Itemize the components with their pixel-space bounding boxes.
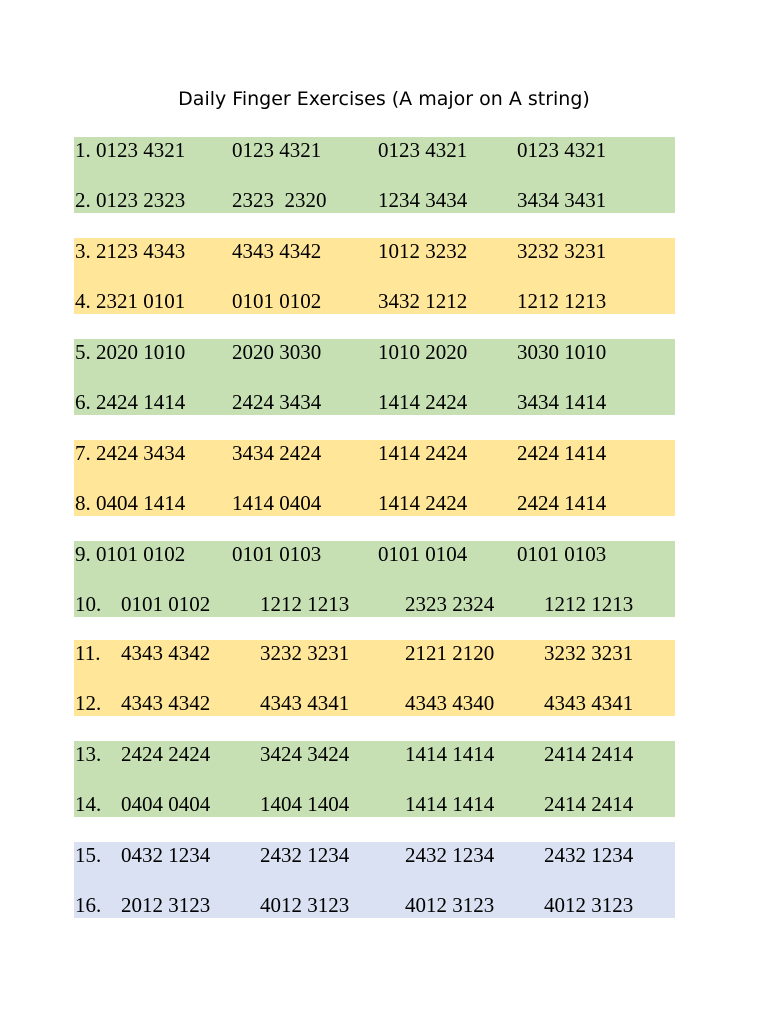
exercise-row bbox=[74, 288, 675, 326]
exercise-pattern: 1212 1213 bbox=[260, 592, 350, 616]
exercise-number: 16. bbox=[75, 893, 102, 917]
exercise-pattern: 2424 3434 bbox=[232, 390, 322, 414]
exercise-pattern: 1414 2424 bbox=[378, 390, 468, 414]
exercise-pattern: 0404 0404 bbox=[121, 792, 211, 816]
exercise-number: 2. bbox=[75, 188, 91, 212]
exercise-number: 3. bbox=[75, 239, 91, 263]
exercise-pattern: 4343 4342 bbox=[232, 239, 322, 263]
exercise-number: 6. bbox=[75, 390, 91, 414]
exercise-group bbox=[74, 842, 675, 918]
exercise-pattern: 2020 3030 bbox=[232, 340, 322, 364]
exercise-group bbox=[74, 238, 675, 314]
exercise-number: 12. bbox=[75, 691, 102, 715]
exercise-pattern: 0123 2323 bbox=[96, 188, 186, 212]
exercise-row bbox=[74, 339, 675, 377]
exercise-row bbox=[74, 541, 675, 579]
exercise-pattern: 4012 3123 bbox=[544, 893, 634, 917]
exercise-pattern: 4343 4340 bbox=[405, 691, 495, 715]
exercise-group bbox=[74, 640, 675, 716]
exercise-pattern: 2121 2120 bbox=[405, 641, 495, 665]
exercise-row bbox=[74, 187, 675, 225]
exercise-row bbox=[74, 892, 675, 930]
exercise-pattern: 0101 0102 bbox=[96, 542, 186, 566]
exercise-pattern: 1414 2424 bbox=[378, 441, 468, 465]
exercise-group bbox=[74, 339, 675, 415]
exercise-pattern: 2424 3434 bbox=[96, 441, 186, 465]
exercise-pattern: 0123 4321 bbox=[232, 138, 322, 162]
exercise-pattern: 4343 4341 bbox=[544, 691, 634, 715]
exercise-pattern: 3434 1414 bbox=[517, 390, 607, 414]
exercise-number: 14. bbox=[75, 792, 102, 816]
exercise-pattern: 0101 0102 bbox=[232, 289, 322, 313]
exercise-number: 11. bbox=[75, 641, 101, 665]
exercise-pattern: 0404 1414 bbox=[96, 491, 186, 515]
exercise-pattern: 1414 1414 bbox=[405, 742, 495, 766]
exercise-pattern: 3232 3231 bbox=[260, 641, 350, 665]
exercise-pattern: 1404 1404 bbox=[260, 792, 350, 816]
exercise-pattern: 2323 2324 bbox=[405, 592, 495, 616]
exercise-number: 15. bbox=[75, 843, 102, 867]
exercise-pattern: 2323 2320 bbox=[232, 188, 327, 212]
exercise-number: 1. bbox=[75, 138, 91, 162]
exercise-pattern: 0101 0103 bbox=[232, 542, 322, 566]
exercise-row bbox=[74, 591, 675, 629]
exercise-group bbox=[74, 440, 675, 516]
exercise-pattern: 0123 4321 bbox=[96, 138, 186, 162]
exercise-pattern: 2424 1414 bbox=[96, 390, 186, 414]
exercise-pattern: 1414 0404 bbox=[232, 491, 322, 515]
exercise-number: 7. bbox=[75, 441, 91, 465]
exercise-row bbox=[74, 137, 675, 175]
exercise-row bbox=[74, 238, 675, 276]
exercise-pattern: 2123 4343 bbox=[96, 239, 186, 263]
exercise-pattern: 0123 4321 bbox=[517, 138, 607, 162]
exercise-pattern: 0101 0104 bbox=[378, 542, 468, 566]
exercise-number: 9. bbox=[75, 542, 91, 566]
exercise-number: 8. bbox=[75, 491, 91, 515]
exercise-group bbox=[74, 541, 675, 617]
exercise-pattern: 2432 1234 bbox=[544, 843, 634, 867]
exercise-pattern: 1012 3232 bbox=[378, 239, 468, 263]
exercise-pattern: 2424 1414 bbox=[517, 441, 607, 465]
exercise-pattern: 1010 2020 bbox=[378, 340, 468, 364]
exercise-pattern: 2321 0101 bbox=[96, 289, 186, 313]
exercise-pattern: 2020 1010 bbox=[96, 340, 186, 364]
exercise-pattern: 2432 1234 bbox=[405, 843, 495, 867]
exercise-group bbox=[74, 741, 675, 817]
exercise-pattern: 2414 2414 bbox=[544, 792, 634, 816]
exercise-row bbox=[74, 490, 675, 528]
exercise-number: 13. bbox=[75, 742, 102, 766]
exercise-pattern: 4343 4342 bbox=[121, 641, 211, 665]
exercise-row bbox=[74, 640, 675, 678]
exercise-pattern: 2424 2424 bbox=[121, 742, 211, 766]
exercise-pattern: 1234 3434 bbox=[378, 188, 468, 212]
exercise-pattern: 3030 1010 bbox=[517, 340, 607, 364]
exercise-row bbox=[74, 440, 675, 478]
exercise-pattern: 3232 3231 bbox=[517, 239, 607, 263]
exercise-group bbox=[74, 137, 675, 213]
exercise-pattern: 4343 4341 bbox=[260, 691, 350, 715]
exercise-pattern: 1414 2424 bbox=[378, 491, 468, 515]
page-title: Daily Finger Exercises (A major on A string) bbox=[178, 88, 590, 110]
exercise-pattern: 2432 1234 bbox=[260, 843, 350, 867]
exercise-row bbox=[74, 842, 675, 880]
exercise-pattern: 0101 0103 bbox=[517, 542, 607, 566]
exercise-pattern: 1414 1414 bbox=[405, 792, 495, 816]
exercise-pattern: 2012 3123 bbox=[121, 893, 211, 917]
exercise-pattern: 3424 3424 bbox=[260, 742, 350, 766]
exercise-pattern: 1212 1213 bbox=[544, 592, 634, 616]
exercise-pattern: 1212 1213 bbox=[517, 289, 607, 313]
exercise-pattern: 3432 1212 bbox=[378, 289, 468, 313]
exercise-pattern: 4012 3123 bbox=[260, 893, 350, 917]
exercise-number: 5. bbox=[75, 340, 91, 364]
exercise-pattern: 4012 3123 bbox=[405, 893, 495, 917]
exercise-pattern: 4343 4342 bbox=[121, 691, 211, 715]
exercise-pattern: 3434 3431 bbox=[517, 188, 607, 212]
exercise-row bbox=[74, 791, 675, 829]
exercise-pattern: 0101 0102 bbox=[121, 592, 211, 616]
exercise-number: 4. bbox=[75, 289, 91, 313]
exercise-pattern: 2414 2414 bbox=[544, 742, 634, 766]
exercise-pattern: 0123 4321 bbox=[378, 138, 468, 162]
exercise-pattern: 0432 1234 bbox=[121, 843, 211, 867]
exercise-number: 10. bbox=[75, 592, 102, 616]
exercise-pattern: 3232 3231 bbox=[544, 641, 634, 665]
exercise-row bbox=[74, 741, 675, 779]
exercise-row bbox=[74, 389, 675, 427]
exercise-pattern: 2424 1414 bbox=[517, 491, 607, 515]
exercise-row bbox=[74, 690, 675, 728]
exercise-pattern: 3434 2424 bbox=[232, 441, 322, 465]
